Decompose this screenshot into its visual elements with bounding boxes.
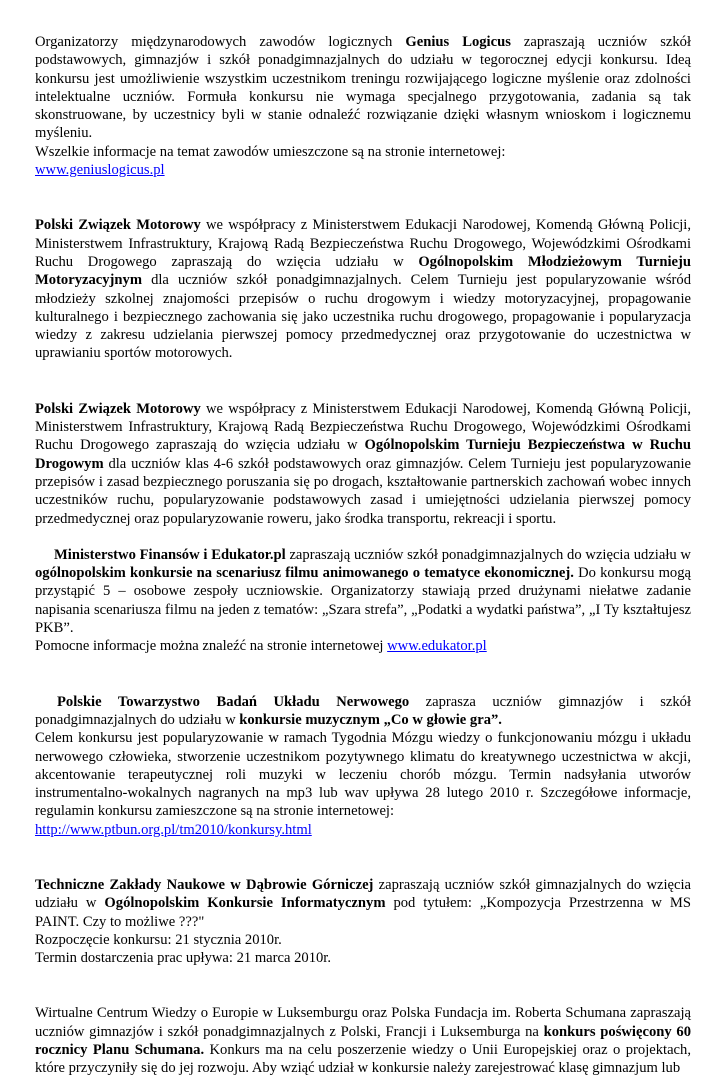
tzn-org: Techniczne Zakłady Naukowe w Dąbrowie Górniczej xyxy=(35,876,374,893)
wcw-body2: Konkurs ma na celu poszerzenie wiedzy o Unii Europejskiej oraz o projektach, które przyczyniły się do jej rozwoju. Aby wziąć udział w konkursie należy zarejestrować klasę gimnazjum lub xyxy=(35,1042,691,1077)
pzm2-body2: dla uczniów klas 4-6 szkół podstawowych oraz gimnazjów. Celem Turnieju jest popularyzowanie przepisów i zasad bezpiecznego poruszania się po drogach, kształtowanie partnerskich zachowań wobec innych uczestników ruchu, popularyzowanie podstawowych zasad i umiejętności udzielania pierwszej pomocy przedmedycznej oraz popularyzowanie roweru, jako środka transportu, rekreacji i sportu. xyxy=(35,455,691,527)
genius-info: Wszelkie informacje na temat zawodów umieszczone są na stronie internetowej: xyxy=(35,143,506,160)
genius-intro: Organizatorzy międzynarodowych zawodów logicznych xyxy=(35,34,406,50)
tzn-body2: pod tytułem: „Kompozycja Przestrzenna w MS PAINT. Czy to możliwe ???" xyxy=(35,895,691,930)
document-page xyxy=(35,33,691,1078)
ptbun-org: Polskie Towarzystwo Badań Układu Nerwowego xyxy=(57,693,410,710)
tzn-contest: Ogólnopolskim Konkursie Informatycznym xyxy=(104,895,386,912)
pzm1-body2: dla uczniów szkół ponadgimnazjalnych. Celem Turnieju jest popularyzowanie wśród młodzieży szkolnej znajomości przepisów o ruchu drogowym i wiedzy motoryzacyjnej, propagowanie kulturalnego i bezpiecznego zachowania się jako uczestnika ruchu drogowego, propagowanie i popularyzacja wiedzy z zakresu udzielania pierwszej pomocy przedmedycznej oraz przygotowanie do uczestnictwa w uprawianiu sportów motorowych. xyxy=(35,272,691,362)
tzn-paragraph xyxy=(35,876,691,931)
mf-paragraph xyxy=(35,546,691,637)
pzm2-body1: we współpracy z Ministerstwem Edukacji Narodowej, Komendą Główną Policji, Ministerstwem Infrastruktury, Krajową Radą Bezpieczeństwa Ruchu Drogowego, Wojewódzkimi Ośrodkami Ruchu Drogowego zapraszają do wzięcia udziału w xyxy=(35,400,691,454)
tzn-start: Rozpoczęcie konkursu: 21 stycznia 2010r. xyxy=(35,931,282,948)
mf-info: Pomocne informacje można znaleźć na stronie internetowej xyxy=(35,638,388,655)
mf-link[interactable]: www.edukator.pl xyxy=(387,638,487,655)
pzm1-org: Polski Związek Motorowy xyxy=(35,217,201,234)
wcw-contest: konkurs poświęcony 60 rocznicy Planu Schumana. xyxy=(35,1023,691,1059)
mf-contest: ogólnopolskim konkursie na scenariusz filmu animowanego o tematyce ekonomicznej. xyxy=(35,565,574,582)
pzm1-contest: Ogólnopolskim Młodzieżowym Turnieju Motoryzacyjnym xyxy=(35,253,691,289)
wcw-paragraph xyxy=(35,1004,691,1077)
ptbun-body1: zapraszа uczniów gimnazjów i szkół ponadgimnazjalnych do udziału w xyxy=(35,693,691,728)
pzm1-paragraph xyxy=(35,216,691,362)
pzm1-body1: we współpracy z Ministerstwem Edukacji Narodowej, Komendą Główną Policji, Ministerstwem Infrastruktury, Krajową Radą Bezpieczeństwa Ruchu Drogowego, Wojewódzkimi Ośrodkami Ruchu Drogowego zapraszają do wzięcia udziału w xyxy=(35,217,691,270)
tzn-deadline: Termin dostarczenia prac upływa: 21 marca 2010r. xyxy=(35,950,332,967)
mf-org: Ministerstwo Finansów i Edukator.pl xyxy=(54,546,286,563)
ptbun-body2: Celem konkursu jest popularyzowanie w ramach Tygodnia Mózgu wiedzy o funkcjonowaniu mózgu i układu nerwowego człowieka, stworzenie uczestnikom pozytywnego klimatu do kreatywnego uczestnictwa w akcji, akcentowanie terapeutycznej roli muzyki w leczeniu chorób mózgu. Termin nadsyłania utworów instrumentalno-wokalnych nagranych na mp3 lub wav upływa 28 lutego 2010 r. Szczegółowe informacje, regulamin konkursu zamieszczone są na stronie internetowej: xyxy=(35,730,691,820)
ptbun-paragraph xyxy=(35,693,691,730)
mf-body1: zapraszają uczniów szkół ponadgimnazjalnych do wzięcia udziału w xyxy=(285,546,691,563)
pzm2-contest: Ogólnopolskim Turnieju Bezpieczeństwa w Ruchu Drogowym xyxy=(35,437,691,472)
ptbun-link[interactable]: http://www.ptbun.org.pl/tm2010/konkursy.html xyxy=(35,821,312,838)
pzm2-paragraph xyxy=(35,400,691,528)
mf-body2: Do konkursu mogą przystąpić 5 – osobowe zespoły uczniowskie. Organizatorzy stawiają przed drużynami niełatwe zadanie napisania scenariusza filmu na jeden z tematów: „Szara strefa”, „Podatki a wydatki państwa”, „I Ty kształtujesz PKB”. xyxy=(35,565,691,637)
genius-name: Genius Logicus xyxy=(405,34,511,50)
mf-info-line xyxy=(35,637,691,655)
genius-link[interactable]: www.geniuslogicus.pl xyxy=(35,162,165,179)
ptbun-contest: konkursie muzycznym „Co w głowie gra”. xyxy=(239,711,502,728)
tzn-body1: zapraszają uczniów szkół gimnazjalnych do wzięcia udziału w xyxy=(35,876,692,912)
genius-paragraph xyxy=(35,33,691,143)
pzm2-org: Polski Związek Motorowy xyxy=(35,400,201,417)
genius-body: zapraszają uczniów szkół podstawowych, gimnazjów i szkół ponadgimnazjalnych do udziału w tegorocznej edycji konkursu. Ideą konkursu jest umożliwienie wszystkim uczestnikom treningu rozwijającego logiczne myślenie oraz zdolności intelektualne uczniów. Formuła konkursu nie wymaga specjalnego przygotowania, zadania są tak skonstruowane, by uczestnicy byli w stanie odnaleźć rozwiązanie dzięki własnym wnioskom i logicznemu myśleniu. xyxy=(35,34,691,142)
wcw-body1: Wirtualne Centrum Wiedzy o Europie w Luksemburgu oraz Polska Fundacja im. Roberta Schumana zapraszają uczniów gimnazjów i szkół ponadgimnazjalnych z Polski, Francji i Luksemburga na xyxy=(35,1005,691,1040)
